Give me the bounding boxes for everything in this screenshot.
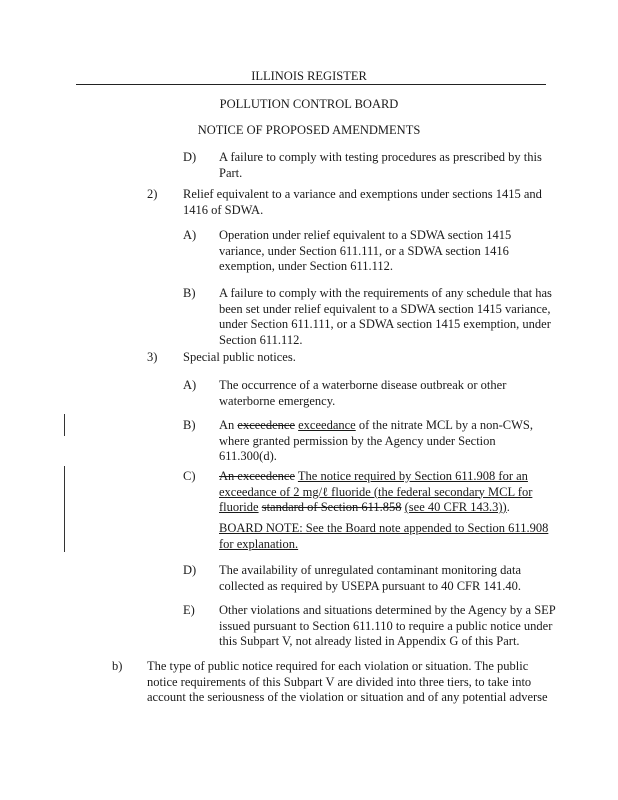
item-3a-label: A): [183, 378, 197, 392]
board-title: POLLUTION CONTROL BOARD: [219, 97, 399, 111]
item-3c-inserted1: The notice required by Section 611.908 for an: [297, 469, 528, 483]
item-2b-label: B): [183, 286, 196, 300]
item-2b-line3: under Section 611.111, or a SDWA section 1415 exemption, under: [219, 317, 551, 331]
item-3b-label: B): [183, 418, 196, 432]
item-3e-text: [219, 603, 579, 650]
item-3e-line3: this Subpart V, not already listed in Appendix G of this Part.: [219, 634, 520, 648]
item-3b-inserted: exceedance: [298, 418, 356, 432]
item-d-top-line1: A failure to comply with testing procedures as prescribed by this: [219, 150, 542, 164]
item-2b-text: [219, 286, 579, 348]
item-3e-line1: Other violations and situations determined by the Agency by a SEP: [219, 603, 556, 617]
change-bar-b: [64, 414, 65, 436]
item-2-line1: Relief equivalent to a variance and exemptions under sections 1415 and: [183, 187, 542, 201]
item-3c-deleted1: An exceedence: [219, 469, 295, 483]
item-3a-line2: waterborne emergency.: [219, 393, 336, 408]
item-3a-text: [219, 378, 579, 409]
item-2-line2: 1416 of SDWA.: [183, 202, 264, 217]
item-2b-line4: Section 611.112.: [219, 332, 303, 347]
item-2-text: [183, 187, 611, 218]
item-h-line1: The type of public notice required for each violation or situation. The public: [147, 659, 529, 673]
register-title: ILLINOIS REGISTER: [251, 69, 367, 83]
item-3c-label: C): [183, 469, 196, 483]
change-bar-c: [64, 466, 65, 552]
header-rule: [76, 84, 546, 85]
item-d-top-line2: Part.: [219, 165, 243, 180]
item-h-line2: notice requirements of this Subpart V are divided into three tiers, to take into: [147, 674, 532, 689]
item-2a-line1: Operation under relief equivalent to a SDWA section 1415: [219, 228, 512, 242]
item-3b-pre: An: [219, 418, 238, 432]
item-3-label: 3): [147, 350, 158, 364]
item-h-text: [147, 659, 557, 706]
item-3d-label: D): [183, 563, 197, 577]
item-2b-line2: been set under relief equivalent to a SDWA section 1415 variance,: [219, 301, 551, 316]
item-3c-deleted3: standard of Section 611.858: [261, 500, 402, 514]
item-3b-line1: [219, 418, 579, 434]
item-3c-line1: [219, 469, 579, 485]
board-note-line1: BOARD NOTE: See the Board note appended to Section 611.908: [219, 521, 549, 535]
item-3b-line3: 611.300(d).: [219, 449, 277, 463]
notice-title: NOTICE OF PROPOSED AMENDMENTS: [197, 123, 421, 137]
item-3d-line1: The availability of unregulated contaminant monitoring data: [219, 563, 521, 577]
item-3a-line1: The occurrence of a waterborne disease outbreak or other: [219, 378, 507, 392]
board-note-line2: for explanation.: [219, 536, 299, 551]
item-3e-label: E): [183, 603, 195, 617]
item-d-top-label: D): [183, 150, 197, 164]
item-3d-line2: collected as required by USEPA pursuant to 40 CFR 141.40.: [219, 578, 521, 593]
item-3c-text: [219, 469, 579, 516]
item-2a-line2: variance, under Section 611.111, or a SDWA section 1416: [219, 243, 509, 258]
item-h-label: b): [112, 659, 123, 673]
item-3b-deleted: exceedence: [237, 418, 295, 432]
item-3c-inserted2: exceedance of 2 mg/ℓ fluoride (the federal secondary MCL for: [219, 484, 533, 499]
item-2a-text: [219, 228, 579, 275]
item-3c-inserted3-pre: fluoride: [219, 500, 259, 514]
item-3b-text: [219, 418, 579, 465]
item-3d-text: [219, 563, 579, 594]
board-note: [219, 521, 579, 552]
item-3b-line2: where granted permission by the Agency under Section: [219, 433, 496, 448]
item-h-line3: account the seriousness of the violation or situation and of any potential adverse: [147, 690, 548, 704]
item-2a-line3: exemption, under Section 611.112.: [219, 259, 394, 273]
item-3c-tail3: .: [506, 500, 510, 514]
item-2-label: 2): [147, 187, 158, 201]
item-3c-inserted3-post: (see 40 CFR 143.3)): [404, 500, 507, 514]
item-3c-line3: [219, 500, 579, 516]
item-3b-post: of the nitrate MCL by a non-CWS,: [355, 418, 534, 432]
item-3e-line2: issued pursuant to Section 611.110 to require a public notice under: [219, 618, 553, 633]
item-d-top-text: [219, 150, 618, 181]
item-2b-line1: A failure to comply with the requirements of any schedule that has: [219, 286, 552, 300]
item-2a-label: A): [183, 228, 197, 242]
item-3-text: Special public notices.: [183, 350, 296, 364]
